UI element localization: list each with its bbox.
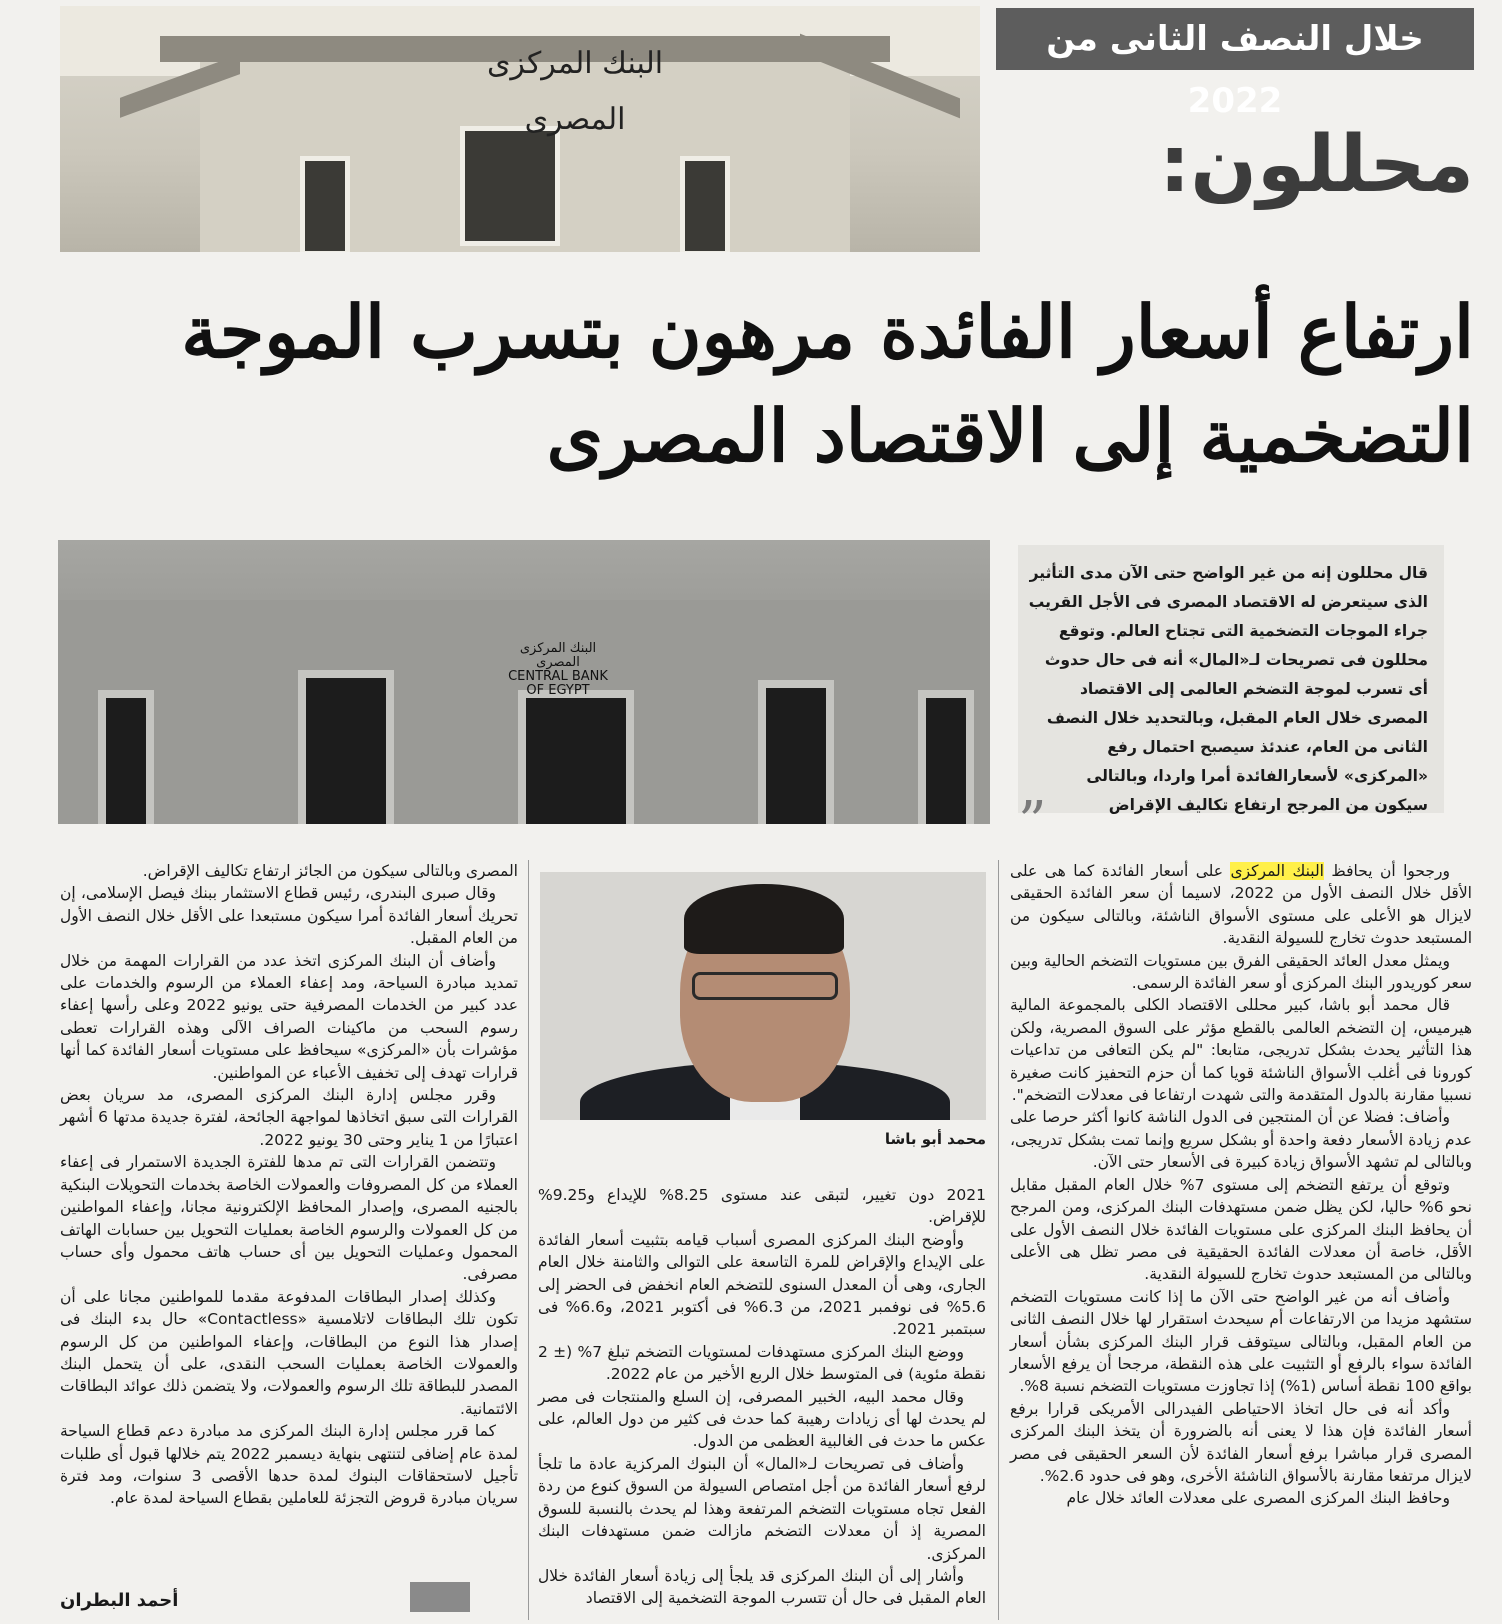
- portrait-photo: [540, 872, 986, 1120]
- paragraph: كما قرر مجلس إدارة البنك المركزى مد مبادرة دعم قطاع السياحة لمدة عام إضافى لتنتهى بنهاية ديسمبر 2022 يتم خلالها قبول أى طلبات تأجيل لاستحقاقات البنوك لمدة حدها الأقصى 3 سنوات، ومد فترة سريان مبادرة قروض التجزئة للعاملين بقطاع السياحة لمدة عام.: [60, 1422, 519, 1508]
- entrance-sign: [498, 641, 618, 698]
- building-sign: البنك المركزى المصرى: [486, 46, 664, 137]
- paragraph: وأكد أنه فى حال اتخاذ الاحتياطى الفيدرالى الأمريكى قرارا برفع أسعار الفائدة فإن هذا لا يعنى أنه بالضرورة أن يتخذ البنك المركزى المصرى قرار مباشرا برفع أسعار الفائدة لأن السعر الحقيقى فى مصر لايزال مرتفعا مقارنة بالأسواق الناشئة الأخرى، وهو فى حدود 2.6%.: [1010, 1399, 1472, 1485]
- paragraph: [1010, 860, 1472, 950]
- paragraph: المصرى وبالتالى سيكون من الجائز ارتفاع تكاليف الإقراض.: [142, 862, 518, 880]
- paragraph: 2021 دون تغيير، لتبقى عند مستوى 8.25% للإيداع و9.25% للإقراض.: [538, 1186, 986, 1227]
- text-span: ورجحوا أن يحافظ: [1323, 862, 1450, 880]
- paragraph: وتوقع أن يرتفع التضخم إلى مستوى 7% خلال العام المقبل مقابل نحو 6% حاليا، لكن يظل ضمن مستهدفات البنك المركزى، ومن المرجح أن يحافظ البنك المركزى على مستويات الفائدة خلال النصف الأول على الأقل، خاصة أن معدلات الفائدة الحقيقية فى مصر تظل هى الأعلى وبالتالى من المستبعد حدوث تخارج للسيولة النقدية.: [1010, 1175, 1472, 1284]
- article-column-right: [1010, 860, 1472, 1510]
- intro-box: قال محللون إنه من غير الواضح حتى الآن مدى التأثير الذى سيتعرض له الاقتصاد المصرى فى الأجل القريب جراء الموجات التضخمية التى تجتاح العالم. وتوقع محللون فى تصريحات لـ«المال» أنه فى حال حدوث أى تسرب لموجة التضخم العالمى إلى الاقتصاد المصرى خلال العام المقبل، وبالتحديد خلال النصف الثانى من العام، عندئذ سيصبح احتمال رفع «المركزى» لأسعارالفائدة أمرا واردا، وبالتالى سيكون من المرجح ارتفاع تكاليف الإقراض: [1018, 545, 1444, 813]
- paragraph: وقال صبرى البندرى، رئيس قطاع الاستثمار ببنك فيصل الإسلامى، إن تحريك أسعار الفائدة أمرا سيكون مستبعدا على الأقل خلال النصف الأول من العام المقبل.: [60, 884, 518, 948]
- headline-line-1: ارتفاع أسعار الفائدة مرهون بتسرب الموجة: [181, 289, 1474, 374]
- article-column-middle: [538, 1184, 986, 1610]
- headline: [110, 280, 1474, 488]
- kicker-banner: خلال النصف الثانى من 2022: [996, 8, 1474, 70]
- column-divider: [998, 860, 999, 1620]
- analysts-label: محللون:: [1159, 120, 1474, 210]
- entrance-sign-english: CENTRAL BANK OF EGYPT: [508, 669, 608, 698]
- author-marker: [410, 1582, 470, 1612]
- bank-entrance-photo: [58, 540, 990, 824]
- portrait-caption: محمد أبو باشا: [884, 1130, 986, 1148]
- column-divider: [528, 860, 529, 1620]
- author-byline: أحمد البطران: [60, 1590, 179, 1611]
- paragraph: ويمثل معدل العائد الحقيقى الفرق بين مستويات التضخم الحالية وبين سعر كوريدور البنك المركزى أو سعر الفائدة الرسمى.: [1010, 951, 1472, 993]
- paragraph: وكذلك إصدار البطاقات المدفوعة مقدما للمواطنين مجانا على أن تكون تلك البطاقات لاتلامسية «Contactless» حال بدء البنك فى إصدار هذا النوع من البطاقات، وإعفاء المواطنين من كل الرسوم والعمولات الخاصة بعمليات السحب النقدى، على أن يتحمل البنك المصدر للبطاقة تلك الرسوم والعمولات، ولا يتضمن ذلك عوائد البطاقات الائتمانية.: [60, 1287, 518, 1418]
- paragraph: قال محمد أبو باشا، كبير محللى الاقتصاد الكلى بالمجموعة المالية هيرميس، إن التضخم العالمى بالقطع مؤثر على السوق المصرية، ولكن هذا التأثير يحدث بشكل تدريجى، متابعا: "لم يكن التعافى من تداعيات كورونا فى أغلب الأسواق الناشئة قويا كما أن حزم التحفيز كانت صغيرة نسبيا مقارنة بالدول المتقدمة والتى شهدت ارتفاعا فى معدلات التضخم".: [1010, 996, 1472, 1105]
- paragraph: وأضاف أن البنك المركزى اتخذ عدد من القرارات المهمة من خلال تمديد مبادرة السياحة، ومد إعفاء العملاء من الرسوم والخدمات على عدد كبير من الخدمات المصرفية حتى يونيو 2022 وعلى رأسها إعفاء رسوم السحب من ماكينات الصراف الآلى وهذه القرارات تعطى مؤشرات بأن «المركزى» سيحافظ على مستويات أسعار الفائدة كما أنها قرارات تهدف إلى تخفيف الأعباء عن المواطنين.: [60, 951, 518, 1082]
- paragraph: وأوضح البنك المركزى المصرى أسباب قيامه بتثبيت أسعار الفائدة على الإيداع والإقراض للمرة التاسعة على التوالى والثامنة خلال العام الجارى، وهى أن المعدل السنوى للتضخم العام انخفض فى الحضر إلى 5.6% فى نوفمبر 2021، من 6.3% فى أكتوبر 2021، و6.6% فى سبتمبر 2021.: [538, 1230, 986, 1339]
- paragraph: وأضاف أنه من غير الواضح حتى الآن ما إذا كانت مستويات التضخم ستشهد مزيدا من الارتفاعات أم سيحدث استقرار لها خلال النصف الثانى من العام المقبل، وبالتالى سيتوقف قرار البنك المركزى بشأن أسعار الفائدة سواء بالرفع أو التثبيت على هذه النقطة، مرجحا أن يرفع الأسعار بواقع 100 نقطة أساس (1%) إذا تجاوزت مستويات التضخم نسبة 8%.: [1010, 1287, 1472, 1396]
- paragraph: وأشار إلى أن البنك المركزى قد يلجأ إلى زيادة أسعار الفائدة خلال العام المقبل فى حال أن تتسرب الموجة التضخمية إلى الاقتصاد: [538, 1566, 986, 1608]
- highlighted-text: البنك المركزى: [1230, 862, 1324, 880]
- quote-mark: ”: [1018, 790, 1047, 855]
- paragraph: وأضاف: فضلا عن أن المنتجين فى الدول الناشة كانوا أكثر حرصا على عدم زيادة الأسعار دفعة واحدة أو بشكل سريع وإنما تمت بشكل تدريجى، وبالتالى لم تشهد الأسواق زيادة كبيرة فى الأسعار حتى الآن.: [1010, 1108, 1472, 1172]
- headline-line-2: التضخمية إلى الاقتصاد المصرى: [546, 393, 1474, 478]
- paragraph: وقال محمد البيه، الخبير المصرفى، إن السلع والمنتجات فى مصر لم يحدث لها أى زيادات رهيبة كما حدث فى كثير من دول العالم، على عكس ما حدث فى الغالبية العظمى من الدول.: [538, 1387, 986, 1451]
- entrance-sign-arabic: البنك المركزى المصرى: [519, 641, 597, 670]
- paragraph: وحافظ البنك المركزى المصرى على معدلات العائد خلال عام: [1066, 1489, 1450, 1508]
- article-column-left: [60, 860, 518, 1510]
- paragraph: وأضاف فى تصريحات لـ«المال» أن البنوك المركزية عادة ما تلجأ لرفع أسعار الفائدة من أجل امتصاص السيولة من السوق كنوع من ردة الفعل تجاه مستويات التضخم المرتفعة وهذا لم يحدث بالنسبة للسوق المصرية إذ أن معدلات التضخم مازالت ضمن مستهدفات البنك المركزى.: [538, 1454, 986, 1563]
- central-bank-building-photo: [60, 6, 980, 252]
- paragraph: وتتضمن القرارات التى تم مدها للفترة الجديدة الاستمرار فى إعفاء العملاء من كل المصروفات والعمولات الخاصة بخدمات التحويلات البنكية بالجنيه المصرى، وإصدار المحافظ الإلكترونية مجانا، وإعفاء المواطنين من كل العمولات والرسوم الخاصة بعمليات التحويل بين حسابات الهاتف المحمول وعمليات التحويل بين أى حساب هاتف محمول وأى حساب مصرفى.: [60, 1153, 518, 1284]
- paragraph: ووضع البنك المركزى مستهدفات لمستويات التضخم تبلغ 7% (± 2 نقطة مئوية) فى المتوسط خلال الربع الأخير من عام 2022.: [538, 1342, 986, 1384]
- text-span: على أسعار الفائدة كما هى على الأقل خلال النصف الأول من 2022، لاسيما أن سعر الفائدة الحقيقى لايزال هو الأعلى على مستوى الأسواق الناشئة، وبالتالى سيكون من المستبعد حدوث تخارج للسيولة النقدية.: [1010, 862, 1472, 948]
- paragraph: وقرر مجلس إدارة البنك المركزى المصرى، مد سريان بعض القرارات التى سبق اتخاذها لمواجهة الجائحة، لفترة جديدة مدتها 6 أشهر اعتبارًا من 1 يناير وحتى 30 يونيو 2022.: [60, 1086, 518, 1149]
